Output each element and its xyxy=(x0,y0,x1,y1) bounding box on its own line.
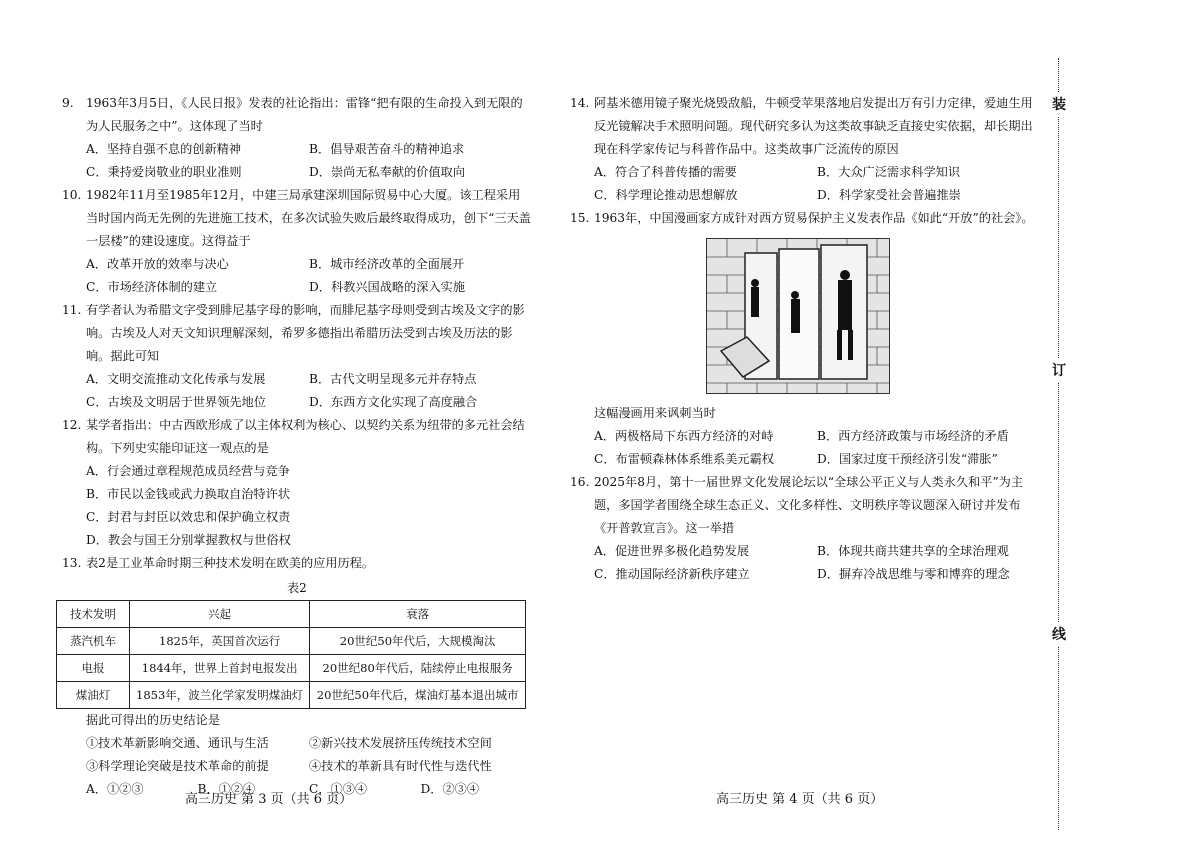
page-footer-left: 高三历史 第 3 页（共 6 页） xyxy=(185,792,353,807)
option-c: C．科学理论推动思想解放 xyxy=(594,188,738,202)
question-lead: 据此可得出的历史结论是 xyxy=(86,713,221,727)
options xyxy=(570,161,1040,207)
table-cell: 20世纪80年代后，陆续停止电报服务 xyxy=(310,655,526,682)
option-d: D．崇尚无私奉献的价值取向 xyxy=(309,165,466,179)
left-column xyxy=(62,92,532,801)
table-caption: 表2 xyxy=(287,581,307,595)
option-d: D．科学家受社会普遍推崇 xyxy=(817,188,961,202)
statement-2: ②新兴技术发展挤压传统技术空间 xyxy=(309,736,492,750)
option-a: A．符合了科普传播的需要 xyxy=(594,165,737,179)
table-header: 技术发明 xyxy=(57,601,130,628)
table-header: 兴起 xyxy=(130,601,310,628)
statement-1: ①技术革新影响交通、通讯与生活 xyxy=(86,736,269,750)
question-number: 11. xyxy=(62,303,82,317)
options xyxy=(62,138,532,184)
page-footer-right: 高三历史 第 4 页（共 6 页） xyxy=(716,792,884,807)
options xyxy=(570,425,1040,471)
option-b: B．古代文明呈现多元并存特点 xyxy=(309,372,477,386)
question-12 xyxy=(62,414,532,552)
option-c: C．推动国际经济新秩序建立 xyxy=(594,567,750,581)
table-cell: 电报 xyxy=(57,655,130,682)
option-c: C．古埃及文明居于世界领先地位 xyxy=(86,395,266,409)
question-stem: 某学者指出：中古西欧形成了以主体权利为核心、以契约关系为纽带的多元社会结构。下列史实能印证这一观点的是 xyxy=(86,418,525,455)
option-a: A．行会通过章程规范成员经营与竞争 xyxy=(86,464,290,478)
table-header: 衰落 xyxy=(310,601,526,628)
option-c: C．①③④ xyxy=(309,782,368,796)
question-stem: 1963年3月5日，《人民日报》发表的社论指出：雷锋“把有限的生命投入到无限的为人民服务之中”。这体现了当时 xyxy=(86,96,523,133)
table-row xyxy=(57,628,526,655)
table-cell: 20世纪50年代后，大规模淘汰 xyxy=(310,628,526,655)
option-b: B．大众广泛需求科学知识 xyxy=(817,165,961,179)
table-cell: 1825年，英国首次运行 xyxy=(130,628,310,655)
option-c: C．封君与封臣以效忠和保护确立权责 xyxy=(86,510,291,524)
question-13 xyxy=(62,552,532,801)
option-b: B．西方经济政策与市场经济的矛盾 xyxy=(817,429,1009,443)
question-lead: 这幅漫画用来讽刺当时 xyxy=(594,406,716,420)
option-a: A．①②③ xyxy=(86,782,144,796)
question-stem: 表2是工业革命时期三种技术发明在欧美的应用历程。 xyxy=(86,556,375,570)
options xyxy=(62,368,532,414)
question-stem: 有学者认为希腊文字受到腓尼基字母的影响，而腓尼基字母则受到古埃及文字的影响。古埃及人对天文知识理解深刻，希罗多德指出希腊历法受到古埃及历法的影响。据此可知 xyxy=(86,303,525,363)
option-b: B．城市经济改革的全面展开 xyxy=(309,257,465,271)
option-a: A．坚持自强不息的创新精神 xyxy=(86,142,242,156)
question-number: 13. xyxy=(62,556,82,570)
question-number: 12. xyxy=(62,418,82,432)
statement-3: ③科学理论突破是技术革命的前提 xyxy=(86,759,269,773)
option-c: C．秉持爱岗敬业的职业准则 xyxy=(86,165,242,179)
table-cell: 蒸汽机车 xyxy=(57,628,130,655)
options xyxy=(570,540,1040,586)
question-stem: 2025年8月，第十一届世界文化发展论坛以“全球公平正义与人类永久和平”为主题，多国学者围绕全球生态正义、文化多样性、文明秩序等议题深入研讨并发布《开普敦宣言》。这一举措 xyxy=(594,475,1024,535)
question-11 xyxy=(62,299,532,414)
question-number: 9. xyxy=(62,96,74,110)
question-14 xyxy=(570,92,1040,207)
question-stem: 阿基米德用镜子聚光烧毁敌船，牛顿受苹果落地启发提出万有引力定律，爱迪生用反光镜解决手术照明问题。现代研究多认为这类故事缺乏直接史实依据，却长期出现在科学家传记与科普作品中。这类故事广泛流传的原因 xyxy=(594,96,1033,156)
question-15 xyxy=(570,207,1040,471)
cartoon-illustration xyxy=(707,239,889,393)
binding-mark: 线 xyxy=(1052,622,1066,646)
table-cell: 20世纪50年代后，煤油灯基本退出城市 xyxy=(310,682,526,709)
statements xyxy=(62,732,532,778)
question-number: 14. xyxy=(570,96,590,110)
question-stem: 1963年，中国漫画家方成针对西方贸易保护主义发表作品《如此“开放”的社会》。 xyxy=(594,211,1034,225)
table-row xyxy=(57,682,526,709)
option-b: B．体现共商共建共享的全球治理观 xyxy=(817,544,1009,558)
option-d: D．东西方文化实现了高度融合 xyxy=(309,395,478,409)
option-a: A．改革开放的效率与决心 xyxy=(86,257,229,271)
question-number: 15. xyxy=(570,211,590,225)
question-9 xyxy=(62,92,532,184)
options xyxy=(62,253,532,299)
right-column xyxy=(570,92,1040,586)
table-cell: 煤油灯 xyxy=(57,682,130,709)
option-a: A．两极格局下东西方经济的对峙 xyxy=(594,429,774,443)
binding-mark: 装 xyxy=(1052,92,1066,116)
question-number: 16. xyxy=(570,475,590,489)
binding-mark: 订 xyxy=(1052,358,1066,382)
table-cell: 1853年，波兰化学家发明煤油灯 xyxy=(130,682,310,709)
option-c: C．布雷顿森林体系维系美元霸权 xyxy=(594,452,774,466)
option-d: D．②③④ xyxy=(420,782,480,796)
option-d: D．科教兴国战略的深入实施 xyxy=(309,280,466,294)
option-b: B．①②④ xyxy=(197,782,256,796)
question-10 xyxy=(62,184,532,299)
binding-line xyxy=(1058,58,1059,830)
question-16 xyxy=(570,471,1040,586)
option-a: A．促进世界多极化趋势发展 xyxy=(594,544,750,558)
statement-4: ④技术的革新具有时代性与迭代性 xyxy=(309,759,492,773)
table-cell: 1844年，世界上首封电报发出 xyxy=(130,655,310,682)
option-b: B．市民以金钱或武力换取自治特许状 xyxy=(86,487,290,501)
option-d: D．教会与国王分别掌握教权与世俗权 xyxy=(86,533,291,547)
question-number: 10. xyxy=(62,188,82,202)
question-stem: 1982年11月至1985年12月，中建三局承建深圳国际贸易中心大厦。该工程采用当时国内尚无先例的先进施工技术，在多次试验失败后最终取得成功，创下“三天盖一层楼”的建设速度。这得益于 xyxy=(86,188,531,248)
table-row xyxy=(57,655,526,682)
option-d: D．国家过度干预经济引发“滞胀” xyxy=(817,452,998,466)
option-c: C．市场经济体制的建立 xyxy=(86,280,218,294)
cartoon-image xyxy=(706,238,890,394)
table-header-row xyxy=(57,601,526,628)
tech-table xyxy=(56,600,526,709)
option-d: D．摒弃冷战思维与零和博弈的理念 xyxy=(817,567,1010,581)
option-a: A．文明交流推动文化传承与发展 xyxy=(86,372,266,386)
option-b: B．倡导艰苦奋斗的精神追求 xyxy=(309,142,465,156)
options xyxy=(62,460,532,552)
